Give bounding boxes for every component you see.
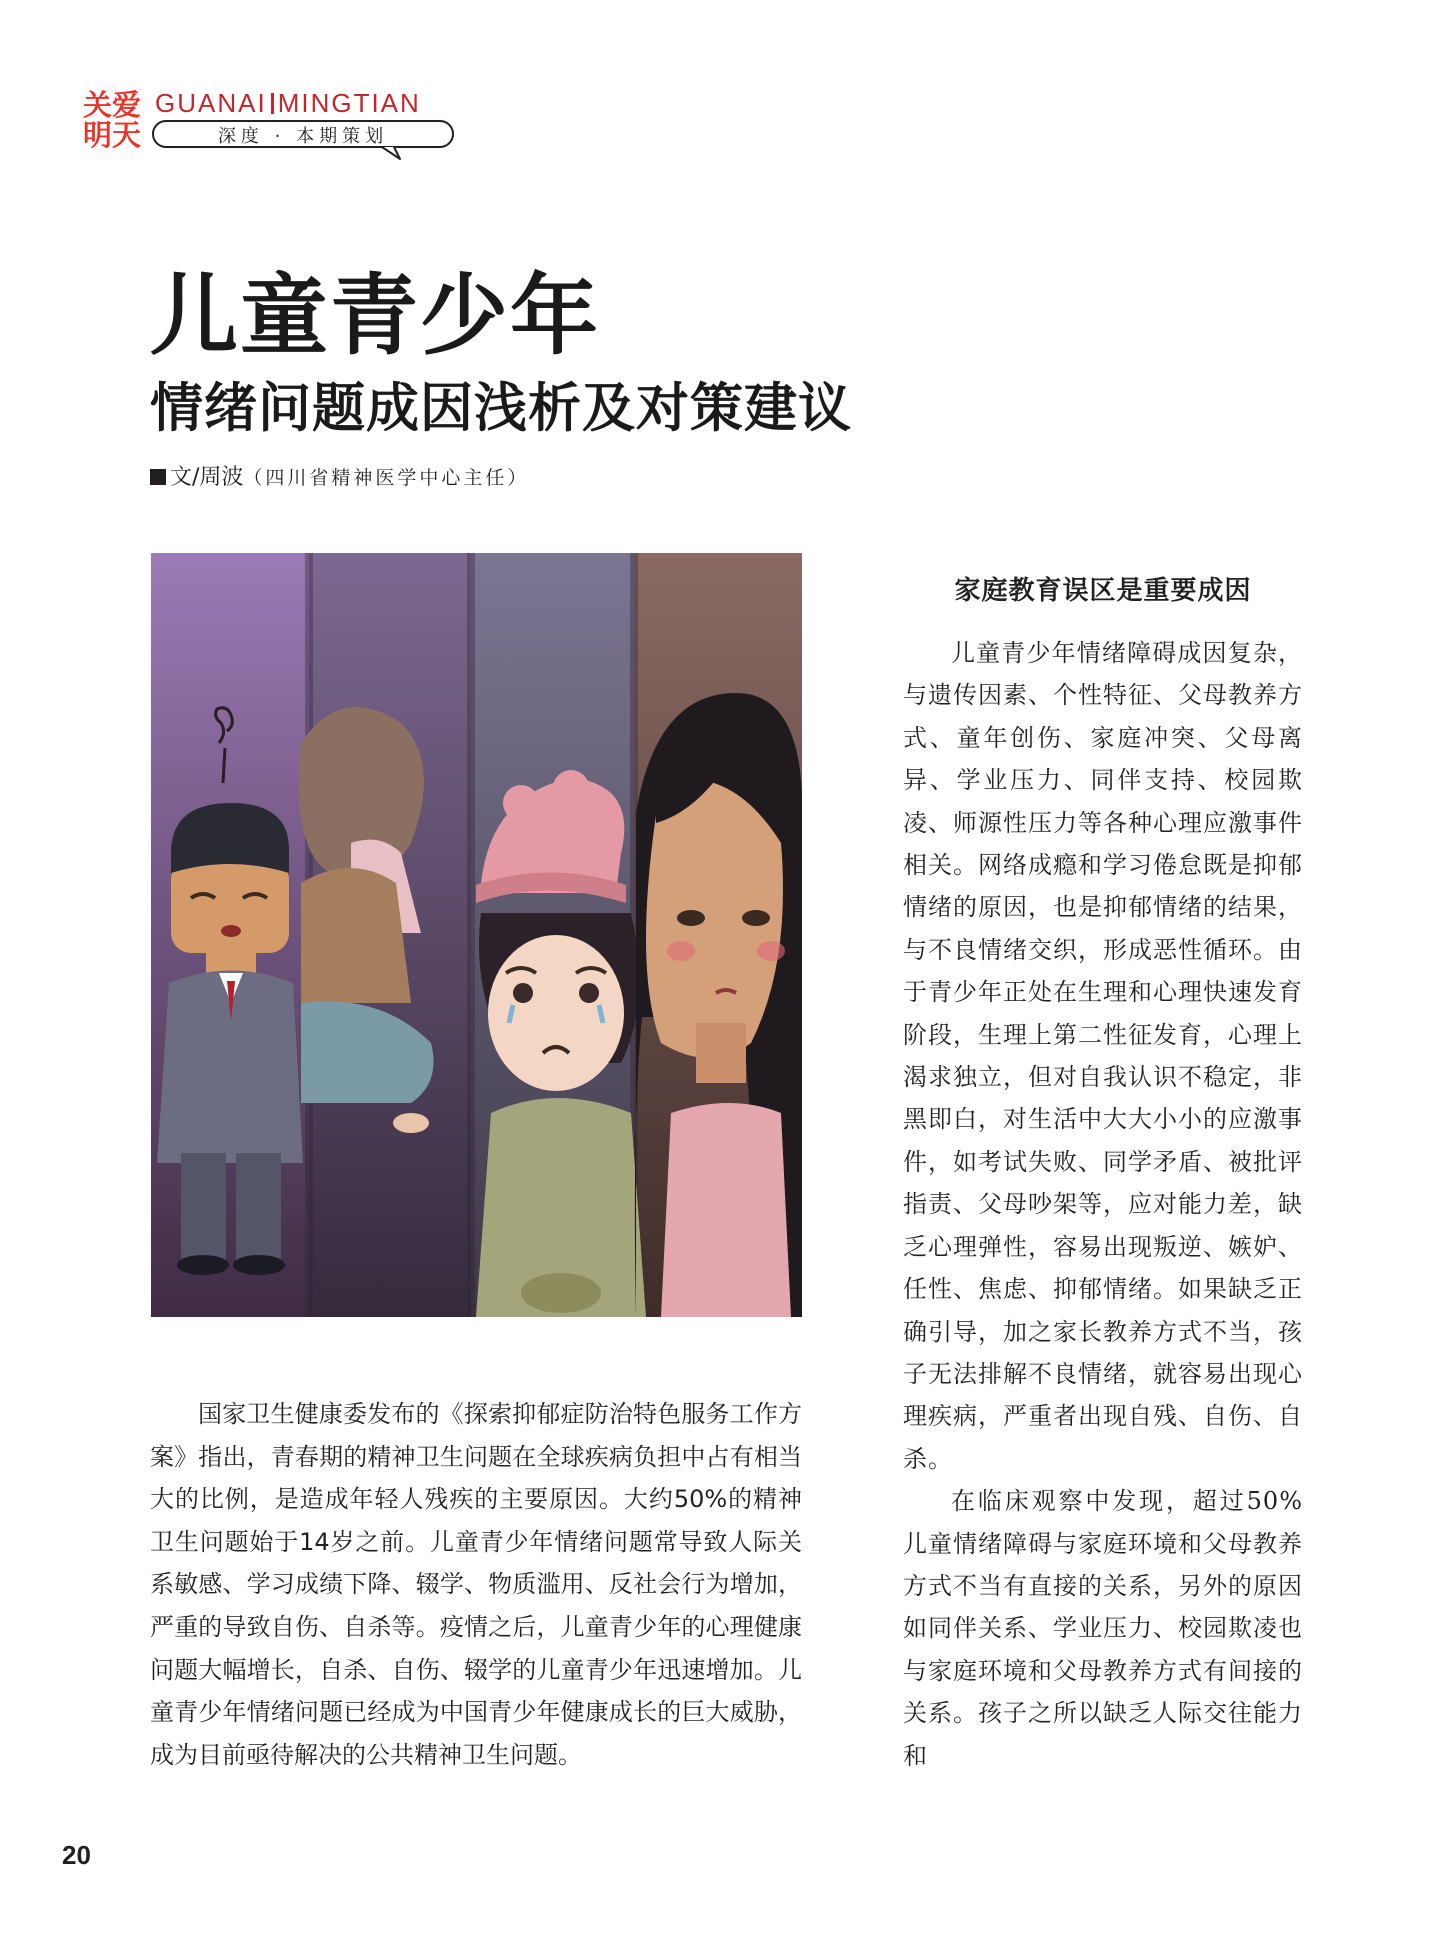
intro-text: [150, 1393, 802, 1776]
byline-affiliation: （四川省精神医学中心主任）: [243, 467, 530, 489]
article-title: 儿童青少年: [150, 263, 601, 367]
body-paragraph: 在临床观察中发现，超过50%儿童情绪障碍与家庭环境和父母教养方式不当有直接的关系，另外的原因如同伴关系、学业压力、校园欺凌也与家庭环境和父母教养方式有间接的关系。孩子之所以缺乏人际交往能力和: [903, 1487, 1303, 1770]
byline: [150, 460, 529, 491]
crying-girl-figure: [476, 770, 646, 1317]
brand-wordmark: [155, 88, 421, 119]
byline-square-icon: [150, 469, 166, 485]
intro-paragraph: 国家卫生健康委发布的《探索抑郁症防治特色服务工作方案》指出，青春期的精神卫生问题在全球疾病负担中占有相当大的比例，是造成年轻人残疾的主要原因。大约50%的精神卫生问题始于14岁之前。儿童青少年情绪问题常导致人际关系敏感、学习成绩下降、辍学、物质滥用、反社会行为增加，严重的导致自伤、自杀等。疫情之后，儿童青少年的心理健康问题大幅增长，自杀、自伤、辍学的儿童青少年迅速增加。儿童青少年情绪问题已经成为中国青少年健康成长的巨大威胁，成为目前亟待解决的公共精神卫生问题。: [150, 1400, 802, 1769]
section-label: 深度 · 本期策划: [217, 126, 389, 147]
body-text: [903, 632, 1303, 1777]
hiding-child-figure: [299, 707, 434, 1133]
magazine-logo: 关爱明天: [83, 88, 142, 152]
page-number: 20: [62, 1840, 91, 1870]
brand-divider: [271, 93, 274, 114]
byline-author: 文/周波: [170, 465, 244, 490]
brand-left: GUANAI: [155, 88, 267, 118]
speech-tail-icon: [380, 145, 410, 165]
brand-right: MINGTIAN: [277, 88, 421, 118]
article-subtitle: 情绪问题成因浅析及对策建议: [150, 377, 852, 439]
section-heading: 家庭教育误区是重要成因: [954, 576, 1252, 606]
article-illustration: [151, 553, 802, 1317]
body-paragraph: 儿童青少年情绪障碍成因复杂，与遗传因素、个性特征、父母教养方式、童年创伤、家庭冲突、父母离异、学业压力、同伴支持、校园欺凌、师源性压力等各种心理应激事件相关。网络成瘾和学习倦怠既是抑郁情绪的原因，也是抑郁情绪的结果，与不良情绪交织，形成恶性循环。由于青少年正处在生理和心理快速发育阶段，生理上第二性征发育，心理上渴求独立，但对自我认识不稳定，非黑即白，对生活中大大小小的应激事件，如考试失败、同学矛盾、被批评指责、父母吵架等，应对能力差，缺乏心理弹性，容易出现叛逆、嫉妒、任性、焦虑、抑郁情绪。如果缺乏正确引导，加之家长教养方式不当，孩子无法排解不良情绪，就容易出现心理疾病，严重者出现自残、自伤、自杀。: [903, 639, 1303, 1473]
